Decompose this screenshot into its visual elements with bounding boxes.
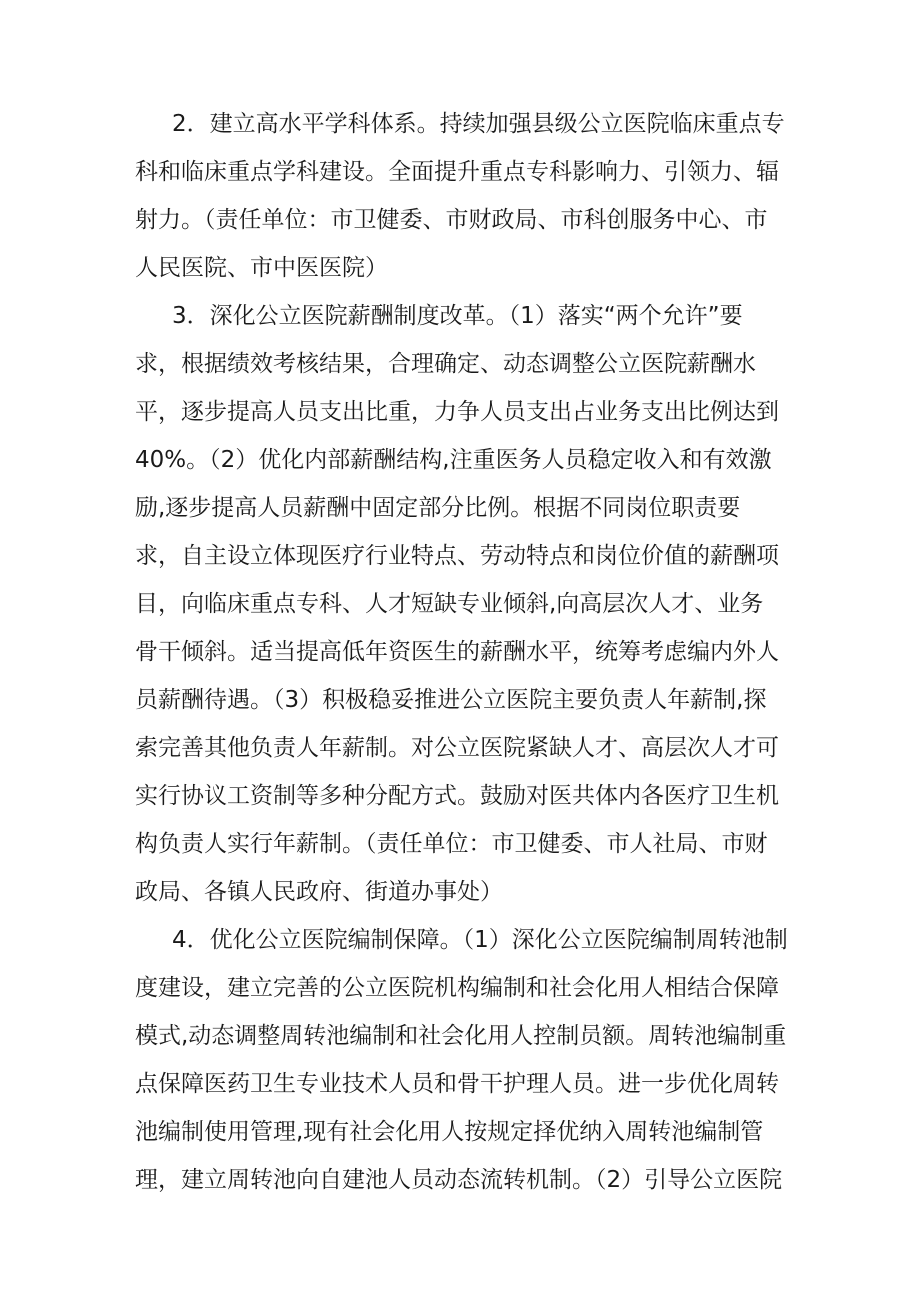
paragraph-4-line-2: 度建设，建立完善的公立医院机构编制和社会化用人相结合保障 <box>135 975 779 1001</box>
paragraph-2-line-3: 射力。（责任单位：市卫健委、市财政局、市科创服务中心、市 <box>135 207 768 233</box>
paragraph-4-line-3: 模式,动态调整周转池编制和社会化用人控制员额。周转池编制重 <box>135 1023 787 1049</box>
paragraph-2-line-1: 2．建立高水平学科体系。持续加强县级公立医院临床重点专 <box>172 111 785 137</box>
paragraph-4-line-4: 点保障医药卫生专业技术人员和骨干护理人员。进一步优化周转 <box>135 1071 779 1097</box>
paragraph-3-line-3: 平，逐步提高人员支出比重，力争人员支出占业务支出比例达到 <box>135 399 779 425</box>
paragraph-4-line-1: 4．优化公立医院编制保障。（1）深化公立医院编制周转池制 <box>172 927 788 953</box>
paragraph-4-line-6: 理，建立周转池向自建池人员动态流转机制。（2）引导公立医院 <box>135 1167 783 1193</box>
paragraph-3-line-12: 构负责人实行年薪制。（责任单位：市卫健委、市人社局、市财 <box>135 831 768 857</box>
paragraph-4-line-5: 池编制使用管理,现有社会化用人按规定择优纳入周转池编制管 <box>135 1119 764 1145</box>
paragraph-3-line-5: 励,逐步提高人员薪酬中固定部分比例。根据不同岗位职责要 <box>135 495 741 521</box>
paragraph-3-line-8: 骨干倾斜。适当提高低年资医生的薪酬水平，统筹考虑编内外人 <box>135 639 779 665</box>
paragraph-3-line-6: 求，自主设立体现医疗行业特点、劳动特点和岗位价值的薪酬项 <box>135 543 779 569</box>
paragraph-3-line-7: 目，向临床重点专科、人才短缺专业倾斜,向高层次人才、业务 <box>135 591 764 617</box>
paragraph-3-line-10: 索完善其他负责人年薪制。对公立医院紧缺人才、高层次人才可 <box>135 735 779 761</box>
paragraph-3-line-2: 求，根据绩效考核结果，合理确定、动态调整公立医院薪酬水 <box>135 351 756 377</box>
paragraph-3-line-1: 3．深化公立医院薪酬制度改革。（1）落实“两个允许”要 <box>172 303 743 329</box>
paragraph-3-line-9: 员薪酬待遇。（3）积极稳妥推进公立医院主要负责人年薪制,探 <box>135 687 767 713</box>
paragraph-3-line-13: 政局、各镇人民政府、街道办事处） <box>135 879 503 905</box>
paragraph-2-line-2: 科和临床重点学科建设。全面提升重点专科影响力、引领力、辐 <box>135 159 779 185</box>
paragraph-3-line-11: 实行协议工资制等多种分配方式。鼓励对医共体内各医疗卫生机 <box>135 783 779 809</box>
paragraph-2-line-4: 人民医院、市中医医院） <box>135 255 388 281</box>
paragraph-3-line-4: 40%。（2）优化内部薪酬结构,注重医务人员稳定收入和有效激 <box>135 447 772 473</box>
